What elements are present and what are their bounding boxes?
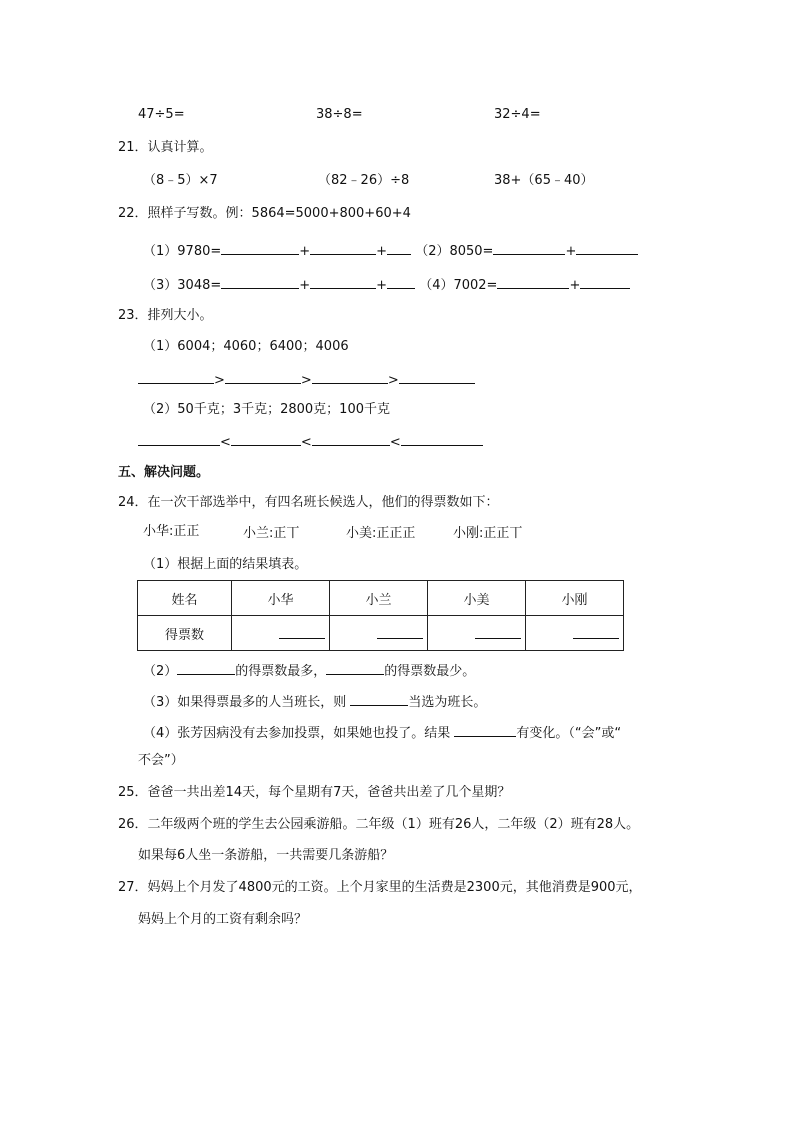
q22-part-3 <box>143 274 630 295</box>
less-than-sign: < <box>220 435 231 450</box>
q23-part-2-answer <box>138 431 483 452</box>
q24-part-2-label: （2） <box>143 664 178 679</box>
q24-part-1: （1）根据上面的结果填表。 <box>143 557 308 572</box>
table-row <box>138 616 624 651</box>
q21-title: 21．认真计算。 <box>118 140 213 155</box>
answer-blank[interactable] <box>177 660 235 675</box>
table-header-cell: 小兰 <box>330 581 428 616</box>
q22-title: 22．照样子写数。例：5864=5000+800+60+4 <box>118 206 411 221</box>
plus-sign: + <box>376 278 388 293</box>
q21-item-2: （82﹣26）÷8 <box>318 173 410 188</box>
answer-blank[interactable] <box>326 660 384 675</box>
answer-blank[interactable] <box>350 691 408 706</box>
answer-blank[interactable] <box>377 624 423 639</box>
answer-blank[interactable] <box>576 240 638 255</box>
vote-table <box>137 580 624 651</box>
vote-count-cell <box>232 616 330 651</box>
q22-part-1 <box>143 240 638 261</box>
answer-blank[interactable] <box>401 431 483 446</box>
answer-blank[interactable] <box>580 274 630 289</box>
answer-blank[interactable] <box>454 722 516 737</box>
answer-blank[interactable] <box>312 369 388 384</box>
q27-line-1: 27．妈妈上个月发了4800元的工资。上个月家里的生活费是2300元，其他消费是900元， <box>118 880 642 895</box>
q23-title: 23．排列大小。 <box>118 308 213 323</box>
greater-than-sign: > <box>387 373 399 388</box>
section-5-title: 五、解决问题。 <box>118 465 210 480</box>
q22-part-2-label: （2）8050= <box>415 244 494 259</box>
answer-blank[interactable] <box>279 624 325 639</box>
tally-xiaolan: 小兰:正丅 <box>243 526 300 541</box>
table-header-cell: 小美 <box>428 581 526 616</box>
q26-line-1: 26．二年级两个班的学生去公园乘游船。二年级（1）班有26人，二年级（2）班有28人。 <box>118 817 640 832</box>
q26-line-2: 如果每6人坐一条游船，一共需要几条游船？ <box>138 848 394 863</box>
q24-part-3-text: （3）如果得票最多的人当班长，则 <box>143 695 351 710</box>
less-than-sign: < <box>389 435 401 450</box>
q22-part-4-label: （4）7002= <box>419 278 498 293</box>
q24-title: 24．在一次干部选举中，有四名班长候选人，他们的得票数如下： <box>118 495 499 510</box>
answer-blank[interactable] <box>310 274 376 289</box>
q24-part-2 <box>143 660 475 681</box>
q21-item-1: （8﹣5）×7 <box>143 173 218 188</box>
answer-blank[interactable] <box>387 240 411 255</box>
answer-blank[interactable] <box>231 431 301 446</box>
table-header-cell: 小刚 <box>526 581 624 616</box>
answer-blank[interactable] <box>310 240 376 255</box>
q24-part-3 <box>143 691 486 712</box>
q23-part-1-answer <box>138 369 475 390</box>
table-header-cell: 小华 <box>232 581 330 616</box>
table-header-cell: 姓名 <box>138 581 232 616</box>
q24-part-2-text: 的得票数最多， <box>235 664 327 679</box>
answer-blank[interactable] <box>493 240 565 255</box>
q25-text: 25．爸爸一共出差14天，每个星期有7天，爸爸共出差了几个星期？ <box>118 785 511 800</box>
q21-item-3: 38+（65﹣40） <box>494 173 594 188</box>
q22-part-1-label: （1）9780= <box>143 244 222 259</box>
greater-than-sign: > <box>214 373 225 388</box>
q24-part-4-text: 有变化。（“会”或“ <box>516 726 622 741</box>
q20-expr-2: 38÷8= <box>316 107 363 122</box>
plus-sign: + <box>569 278 581 293</box>
q22-part-3-label: （3）3048= <box>143 278 222 293</box>
q24-part-4-text: （4）张芳因病没有去参加投票，如果她也投了。结果 <box>143 726 455 741</box>
q27-line-2: 妈妈上个月的工资有剩余吗？ <box>138 912 308 927</box>
greater-than-sign: > <box>300 373 312 388</box>
plus-sign: + <box>565 244 577 259</box>
answer-blank[interactable] <box>312 431 390 446</box>
q24-part-4-cont: 不会”） <box>138 753 184 768</box>
answer-blank[interactable] <box>138 431 220 446</box>
q24-part-4 <box>143 722 621 743</box>
answer-blank[interactable] <box>138 369 214 384</box>
q24-part-3-text: 当选为班长。 <box>408 695 487 710</box>
table-row-label: 得票数 <box>138 616 232 651</box>
tally-xiaomei: 小美:正正正 <box>346 526 416 541</box>
answer-blank[interactable] <box>387 274 415 289</box>
tally-xiaohua: 小华:正正 <box>143 524 200 539</box>
plus-sign: + <box>299 278 311 293</box>
vote-count-cell <box>330 616 428 651</box>
vote-count-cell <box>428 616 526 651</box>
table-header-row <box>138 581 624 616</box>
q20-expr-1: 47÷5= <box>138 107 185 122</box>
less-than-sign: < <box>300 435 312 450</box>
vote-count-cell <box>526 616 624 651</box>
q23-part-1: （1）6004；4060；6400；4006 <box>143 339 349 354</box>
answer-blank[interactable] <box>399 369 475 384</box>
answer-blank[interactable] <box>221 240 299 255</box>
answer-blank[interactable] <box>497 274 569 289</box>
answer-blank[interactable] <box>225 369 301 384</box>
answer-blank[interactable] <box>475 624 521 639</box>
q23-part-2: （2）50千克；3千克；2800克；100千克 <box>143 402 390 417</box>
tally-xiaogang: 小刚:正正丅 <box>453 526 523 541</box>
q20-expr-3: 32÷4= <box>494 107 541 122</box>
plus-sign: + <box>299 244 311 259</box>
q24-part-2-text: 的得票数最少。 <box>384 664 476 679</box>
answer-blank[interactable] <box>573 624 619 639</box>
plus-sign: + <box>376 244 388 259</box>
answer-blank[interactable] <box>221 274 299 289</box>
